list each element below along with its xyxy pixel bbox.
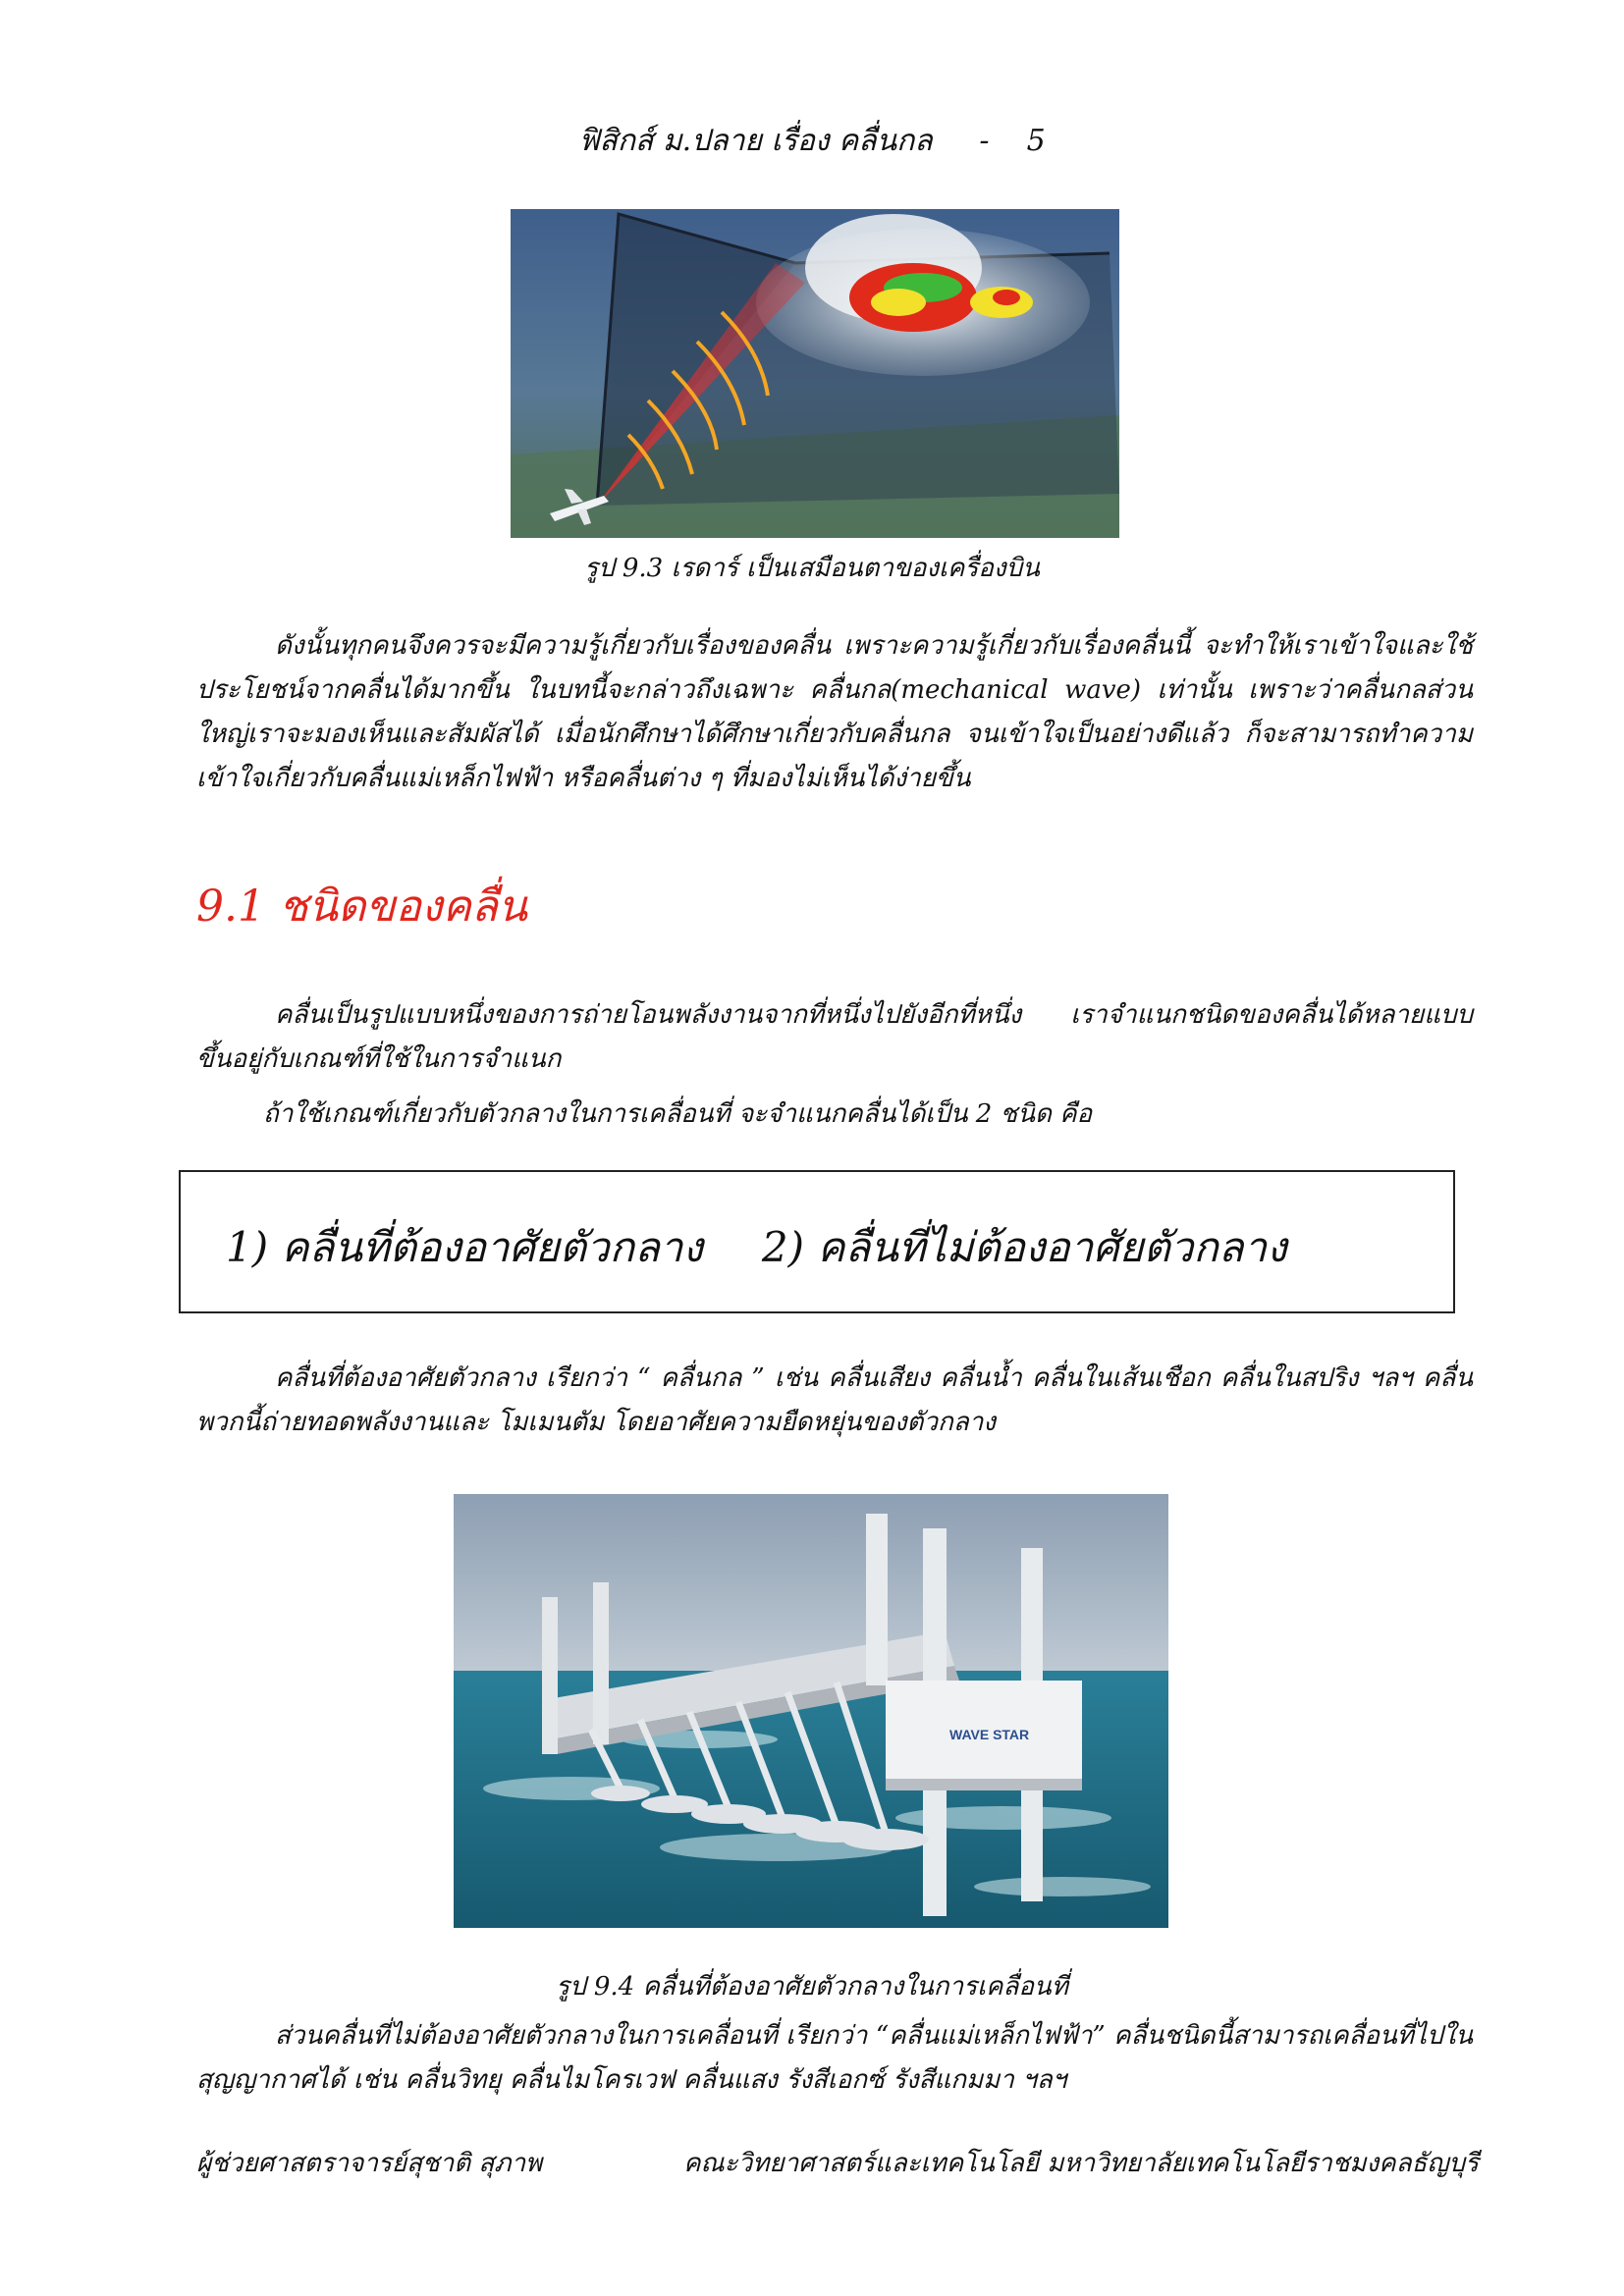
footer-author: ผู้ช่วยศาสตราจารย์สุชาติ สุภาพ	[196, 2149, 543, 2178]
paragraph-3: ถ้าใช้เกณฑ์เกี่ยวกับตัวกลางในการเคลื่อนที่ จะจำแนกคลื่นได้เป็น 2 ชนิด คือ	[263, 1099, 1093, 1129]
header-separator: -	[979, 124, 990, 158]
wave-star-logo: WAVE STAR	[949, 1727, 1030, 1742]
storm-core-yellow	[871, 289, 926, 316]
header-title: ฟิสิกส์ ม.ปลาย เรื่อง คลื่นกล	[578, 124, 933, 158]
footer-institution: คณะวิทยาศาสตร์และเทคโนโลยี มหาวิทยาลัยเทคโนโลยีราชมงคลธัญบุรี	[683, 2149, 1479, 2178]
section-heading: 9.1 ชนิดของคลื่น	[196, 881, 527, 932]
wave-types-list	[226, 1215, 1346, 1280]
radar-figure	[511, 209, 1119, 538]
paragraph-2: คลื่นเป็นรูปแบบหนึ่งของการถ่ายโอนพลังงานจากที่หนึ่งไปยังอีกที่หนึ่ง เราจำแนกชนิดของคลื่นได้หลายแบบ ขึ้นอยู่กับเกณฑ์ที่ใช้ในการจำแนก	[196, 1000, 1473, 1074]
wave-types-box	[179, 1170, 1455, 1313]
figure-2-caption: รูป 9.4 คลื่นที่ต้องอาศัยตัวกลางในการเคลื่อนที่	[556, 1972, 1068, 2002]
paragraph-4: คลื่นที่ต้องอาศัยตัวกลาง เรียกว่า “ คลื่นกล ” เช่น คลื่นเสียง คลื่นน้ำ คลื่นในเส้นเชือก คลื่นในสปริง ฯลฯ คลื่นพวกนี้ถ่ายทอดพลังงานและ โมเมนตัม โดยอาศัยความยืดหยุ่นของตัวกลาง	[196, 1363, 1473, 1437]
paragraph-1: ดังนั้นทุกคนจึงควรจะมีความรู้เกี่ยวกับเรื่องของคลื่น เพราะความรู้เกี่ยวกับเรื่องคลื่นนี้ จะทำให้เราเข้าใจและใช้ประโยชน์จากคลื่นได้มากขึ้น ในบทนี้จะกล่าวถึงเฉพาะ คลื่นกล(mechanical wave) เท่านั้น เพราะว่าคลื่นกลส่วนใหญ่เราจะมองเห็นและสัมผัสได้ เมื่อนักศึกษาได้ศึกษาเกี่ยวกับคลื่นกล จนเข้าใจเป็นอย่างดีแล้ว ก็จะสามารถทำความเข้าใจเกี่ยวกับคลื่นแม่เหล็กไฟฟ้า หรือคลื่นต่าง ๆ ที่มองไม่เห็นได้ง่ายขึ้น	[196, 631, 1473, 793]
page-number: 5	[1026, 124, 1046, 158]
wave-star-illustration	[454, 1494, 1168, 1928]
paragraph-5: ส่วนคลื่นที่ไม่ต้องอาศัยตัวกลางในการเคลื่อนที่ เรียกว่า “คลื่นแม่เหล็กไฟฟ้า” คลื่นชนิดนี้สามารถเคลื่อนที่ไปในสุญญากาศได้ เช่น คลื่นวิทยุ คลื่นไมโครเวฟ คลื่นแสง รังสีเอกซ์ รังสีแกมมา ฯลฯ	[196, 2021, 1473, 2095]
wave-star-figure	[454, 1494, 1168, 1928]
wave-type-no-medium: 2) คลื่นที่ไม่ต้องอาศัยตัวกลาง	[761, 1223, 1287, 1271]
figure-1-caption: รูป 9.3 เรดาร์ เป็นเสมือนตาของเครื่องบิน	[584, 554, 1040, 583]
radar-illustration	[511, 209, 1119, 538]
wave-type-medium: 1) คลื่นที่ต้องอาศัยตัวกลาง	[226, 1223, 703, 1271]
storm-cell-right-core	[993, 290, 1020, 305]
page-header	[0, 118, 1624, 164]
